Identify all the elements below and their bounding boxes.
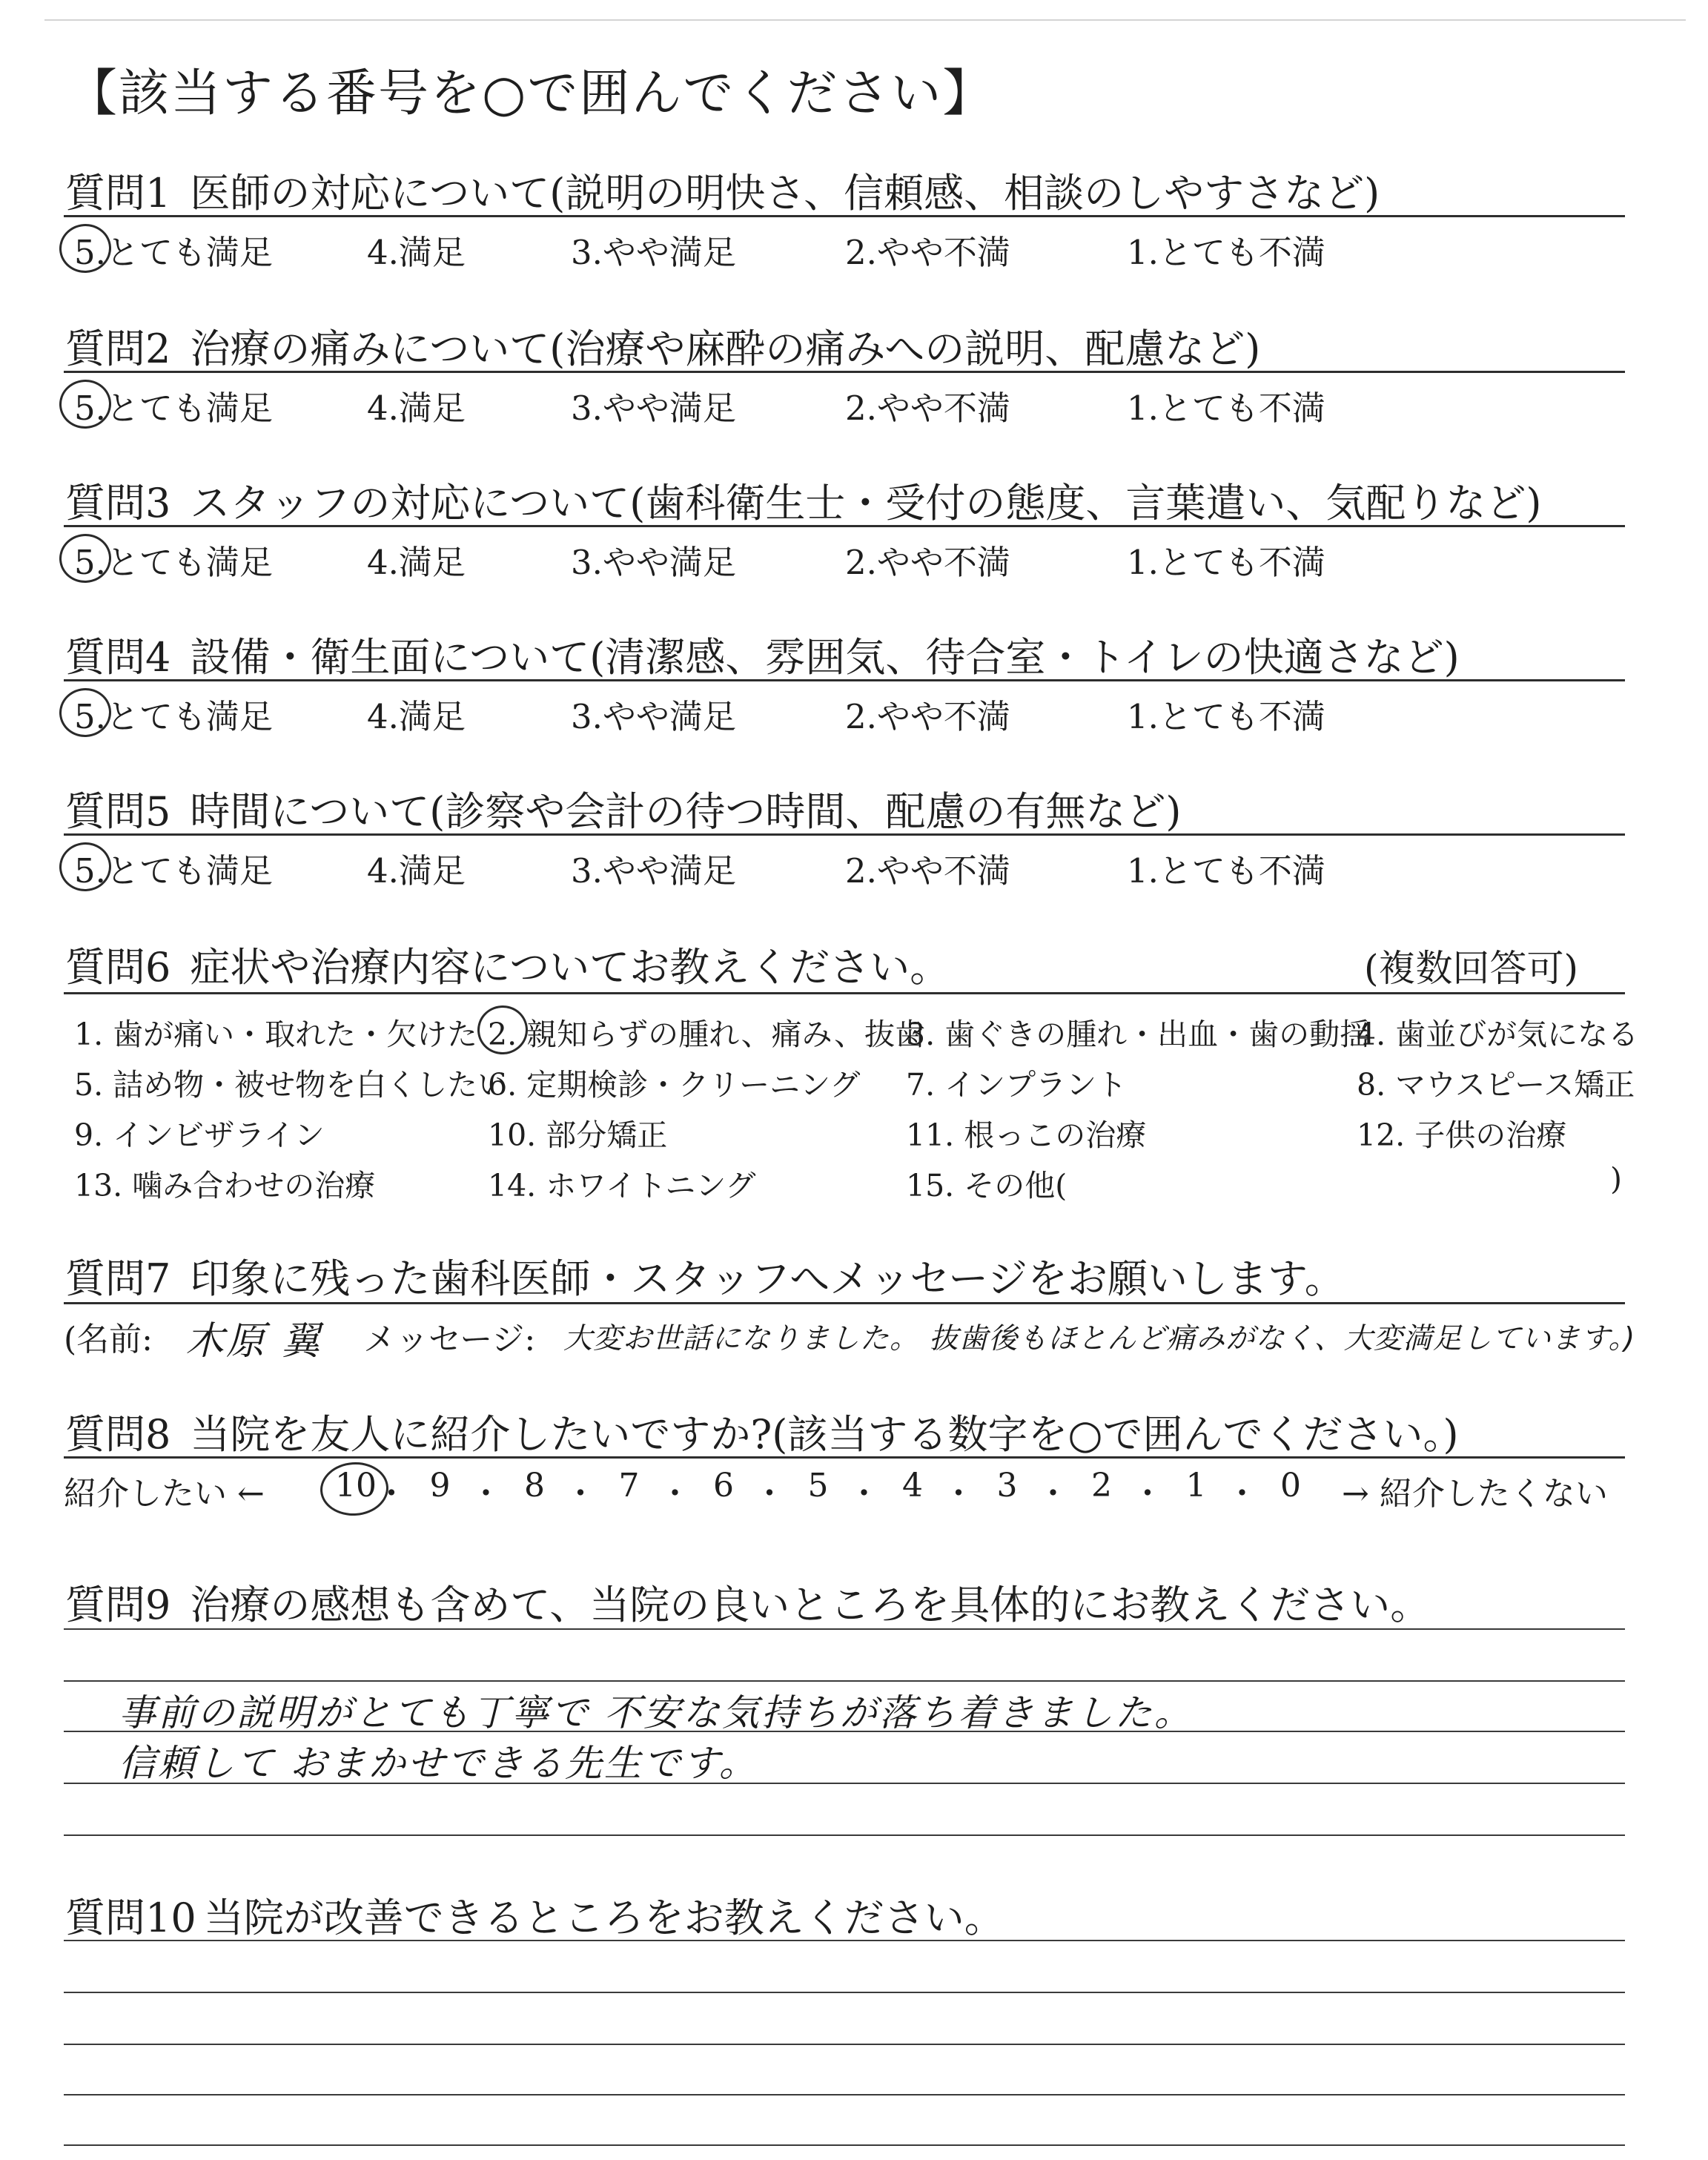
scale-value-4[interactable]: 4 xyxy=(902,1467,923,1505)
rating-option-3[interactable]: 3.やや満足 xyxy=(571,543,736,582)
rating-option-2[interactable]: 2.やや不満 xyxy=(845,851,1010,891)
rating-option-3[interactable]: 3.やや満足 xyxy=(571,389,736,428)
question-rule xyxy=(64,1302,1625,1304)
rating-option-1[interactable]: 1.とても不満 xyxy=(1127,697,1325,736)
question-text: 当院を友人に紹介したいですか?(該当する数字を○で囲んでください。) xyxy=(190,1411,1459,1458)
name-handwritten[interactable]: 木原 翼 xyxy=(185,1319,322,1364)
rating-option-4[interactable]: 4.満足 xyxy=(367,543,466,582)
symptom-option-15[interactable]: 15. その他( xyxy=(906,1168,1068,1203)
symptom-option-13[interactable]: 13. 噛み合わせの治療 xyxy=(74,1168,376,1203)
scale-value-0[interactable]: 0 xyxy=(1280,1467,1301,1505)
symptom-option-14[interactable]: 14. ホワイトニング xyxy=(488,1168,756,1203)
symptom-option-11[interactable]: 11. 根っこの治療 xyxy=(906,1117,1147,1153)
question-text: 印象に残った歯科医師・スタッフへメッセージをお願いします。 xyxy=(190,1255,1345,1302)
scale-value-7[interactable]: 7 xyxy=(618,1467,640,1505)
scale-value-2[interactable]: 2 xyxy=(1091,1467,1112,1505)
recommend-left-label: 紹介したい ← xyxy=(64,1475,265,1513)
question-2 xyxy=(65,317,1260,374)
answer-line xyxy=(64,1940,1625,1941)
other-close-paren: ) xyxy=(1610,1161,1622,1197)
scale-separator: ・ xyxy=(375,1475,408,1513)
scale-separator: ・ xyxy=(847,1475,881,1513)
scale-separator: ・ xyxy=(1036,1475,1070,1513)
question-text: 治療の痛みについて(治療や麻酔の痛みへの説明、配慮など) xyxy=(190,326,1261,372)
rating-option-3[interactable]: 3.やや満足 xyxy=(571,851,736,891)
q9-answer-line-2[interactable]: 信頼して おまかせできる先生です。 xyxy=(119,1742,758,1785)
symptom-option-2[interactable]: 2. 親知らずの腫れ、痛み、抜歯 xyxy=(488,1017,926,1052)
scale-value-3[interactable]: 3 xyxy=(996,1467,1018,1505)
message-label: メッセージ: xyxy=(363,1321,536,1358)
rating-option-4[interactable]: 4.満足 xyxy=(367,389,466,428)
question-rule xyxy=(64,215,1625,217)
answer-line xyxy=(64,1680,1625,1682)
question-1 xyxy=(65,162,1380,219)
instruction-header: 【該当する番号を○で囲んでください】 xyxy=(67,65,995,123)
answer-line xyxy=(64,2044,1625,2045)
question-rule xyxy=(64,371,1625,373)
question-number: 質問5 xyxy=(65,788,171,835)
rating-option-5[interactable]: 5.とても満足 xyxy=(74,233,273,272)
answer-line xyxy=(64,2094,1625,2095)
question-text: 症状や治療内容についてお教えください。 xyxy=(190,944,950,991)
answer-line xyxy=(64,1628,1625,1630)
answer-line xyxy=(64,1992,1625,1993)
question-number: 質問6 xyxy=(65,944,171,991)
rating-option-2[interactable]: 2.やや不満 xyxy=(845,389,1010,428)
question-text: 治療の感想も含めて、当院の良いところを具体的にお教えください。 xyxy=(190,1582,1431,1628)
question-rule xyxy=(64,1456,1625,1459)
rating-option-2[interactable]: 2.やや不満 xyxy=(845,697,1010,736)
question-rule xyxy=(64,525,1625,527)
question-number: 質問1 xyxy=(65,170,171,217)
question-number: 質問7 xyxy=(65,1255,171,1302)
symptom-option-10[interactable]: 10. 部分矯正 xyxy=(488,1117,668,1153)
rating-option-5[interactable]: 5.とても満足 xyxy=(74,851,273,891)
question-9 xyxy=(65,1573,1430,1631)
rating-option-1[interactable]: 1.とても不満 xyxy=(1127,389,1325,428)
rating-option-2[interactable]: 2.やや不満 xyxy=(845,233,1010,272)
scale-separator: ・ xyxy=(942,1475,975,1513)
question-text: 医師の対応について(説明の明快さ、信頼感、相談のしやすさなど) xyxy=(190,170,1380,217)
scale-separator: ・ xyxy=(564,1475,597,1513)
symptom-option-12[interactable]: 12. 子供の治療 xyxy=(1357,1117,1567,1153)
rating-option-5[interactable]: 5.とても満足 xyxy=(74,697,273,736)
rating-option-3[interactable]: 3.やや満足 xyxy=(571,233,736,272)
question-10 xyxy=(65,1886,1004,1943)
rating-option-3[interactable]: 3.やや満足 xyxy=(571,697,736,736)
scale-value-1[interactable]: 1 xyxy=(1185,1467,1207,1505)
question-text: スタッフの対応について(歯科衛生士・受付の態度、言葉遣い、気配りなど) xyxy=(190,480,1542,526)
question-text: 当院が改善できるところをお教えください。 xyxy=(203,1895,1004,1941)
scale-value-9[interactable]: 9 xyxy=(429,1467,451,1505)
question-text: 時間について(診察や会計の待つ時間、配慮の有無など) xyxy=(190,788,1182,835)
question-number: 質問10 xyxy=(65,1895,196,1941)
question-number: 質問3 xyxy=(65,480,171,526)
symptom-option-7[interactable]: 7. インプラント xyxy=(906,1067,1128,1103)
rating-option-4[interactable]: 4.満足 xyxy=(367,697,466,736)
symptom-option-8[interactable]: 8. マウスピース矯正 xyxy=(1357,1067,1635,1103)
recommend-right-label: → 紹介したくない xyxy=(1342,1475,1608,1513)
scale-separator: ・ xyxy=(658,1475,692,1513)
message-handwritten[interactable]: 大変お世話になりました。 抜歯後もほとんど痛みがなく、大変満足しています。) xyxy=(563,1322,1636,1355)
rating-option-1[interactable]: 1.とても不満 xyxy=(1127,233,1325,272)
question-4 xyxy=(65,626,1460,683)
symptom-option-4[interactable]: 4. 歯並びが気になる xyxy=(1357,1017,1639,1052)
symptom-option-1[interactable]: 1. 歯が痛い・取れた・欠けた xyxy=(74,1017,478,1052)
rating-option-1[interactable]: 1.とても不満 xyxy=(1127,851,1325,891)
question-rule xyxy=(64,679,1625,681)
symptom-option-5[interactable]: 5. 詰め物・被せ物を白くしたい xyxy=(74,1067,509,1103)
question-number: 質問4 xyxy=(65,634,171,681)
scan-edge-line xyxy=(44,19,1686,21)
question-5 xyxy=(65,780,1181,837)
symptom-option-6[interactable]: 6. 定期検診・クリーニング xyxy=(488,1067,861,1103)
question-number: 質問2 xyxy=(65,326,171,372)
rating-option-5[interactable]: 5.とても満足 xyxy=(74,543,273,582)
rating-option-2[interactable]: 2.やや不満 xyxy=(845,543,1010,582)
answer-line xyxy=(64,2144,1625,2146)
question-7 xyxy=(65,1247,1345,1304)
multiple-answer-note: (複数回答可) xyxy=(1364,947,1579,990)
question-number: 質問9 xyxy=(65,1582,171,1628)
rating-option-1[interactable]: 1.とても不満 xyxy=(1127,543,1325,582)
scale-separator: ・ xyxy=(753,1475,786,1513)
rating-option-4[interactable]: 4.満足 xyxy=(367,851,466,891)
symptom-option-3[interactable]: 3. 歯ぐきの腫れ・出血・歯の動揺 xyxy=(906,1017,1371,1052)
scale-value-10[interactable]: 10 xyxy=(335,1467,377,1505)
symptom-option-9[interactable]: 9. インビザライン xyxy=(74,1117,325,1153)
scale-value-8[interactable]: 8 xyxy=(524,1467,545,1505)
scale-separator: ・ xyxy=(1131,1475,1164,1513)
scale-separator: ・ xyxy=(469,1475,503,1513)
question-number: 質問8 xyxy=(65,1411,171,1458)
question-text: 設備・衛生面について(清潔感、雰囲気、待合室・トイレの快適さなど) xyxy=(190,634,1460,681)
question-rule xyxy=(64,833,1625,836)
rating-option-4[interactable]: 4.満足 xyxy=(367,233,466,272)
question-3 xyxy=(65,472,1541,529)
answer-line xyxy=(64,1834,1625,1836)
scale-value-5[interactable]: 5 xyxy=(807,1467,829,1505)
rating-option-5[interactable]: 5.とても満足 xyxy=(74,389,273,428)
question-6 xyxy=(65,936,950,993)
scale-value-6[interactable]: 6 xyxy=(713,1467,734,1505)
name-label: (名前: xyxy=(64,1321,153,1358)
question-8 xyxy=(65,1403,1459,1460)
question-rule xyxy=(64,992,1625,994)
scale-separator: ・ xyxy=(1225,1475,1259,1513)
q9-answer-line-1[interactable]: 事前の説明がとても丁寧で 不安な気持ちが落ち着きました。 xyxy=(119,1691,1194,1734)
